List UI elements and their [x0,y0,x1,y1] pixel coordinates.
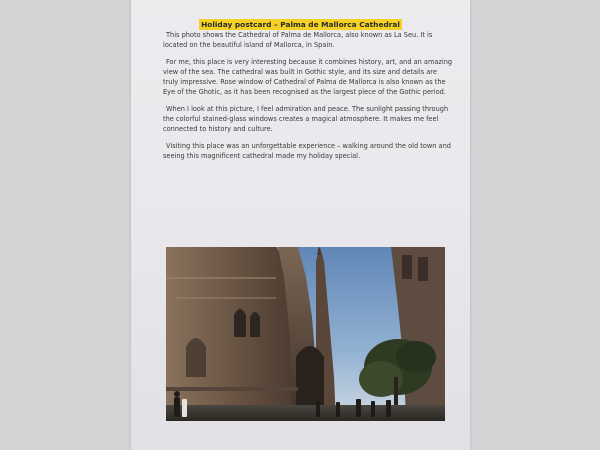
title-wrap [131,12,470,31]
paragraph-experience: Visiting this place was an unforgettable experience – walking around the old town and seeing this magnificent cathedral made my holiday special. [163,142,451,160]
postcard-title: Holiday postcard – Palma de Mallorca Cathedral [201,20,400,29]
cathedral-photo [166,247,445,421]
paragraph-feelings: When I look at this picture, I feel admiration and peace. The sunlight passing through the colorful stained-glass windows creates a magical atmosphere. It makes me feel connected to history and culture. [163,105,449,133]
paragraph-history: For me, this place is very interesting because it combines history, art, and an amazing view of the sea. The cathedral was built in Gothic style, and its size and details are truly impressive. Rose window of Cathedral of Palma de Mallorca is also known as the Eye of the Ghotic, as it has been recognised as the largest piece of the Gothic period. [163,58,453,96]
cathedral-photo-image [166,247,445,421]
paragraph-intro: This photo shows the Cathedral of Palma de Mallorca, also known as La Seu. It is located on the beautiful island of Mallorca, in Spain. [163,31,433,49]
